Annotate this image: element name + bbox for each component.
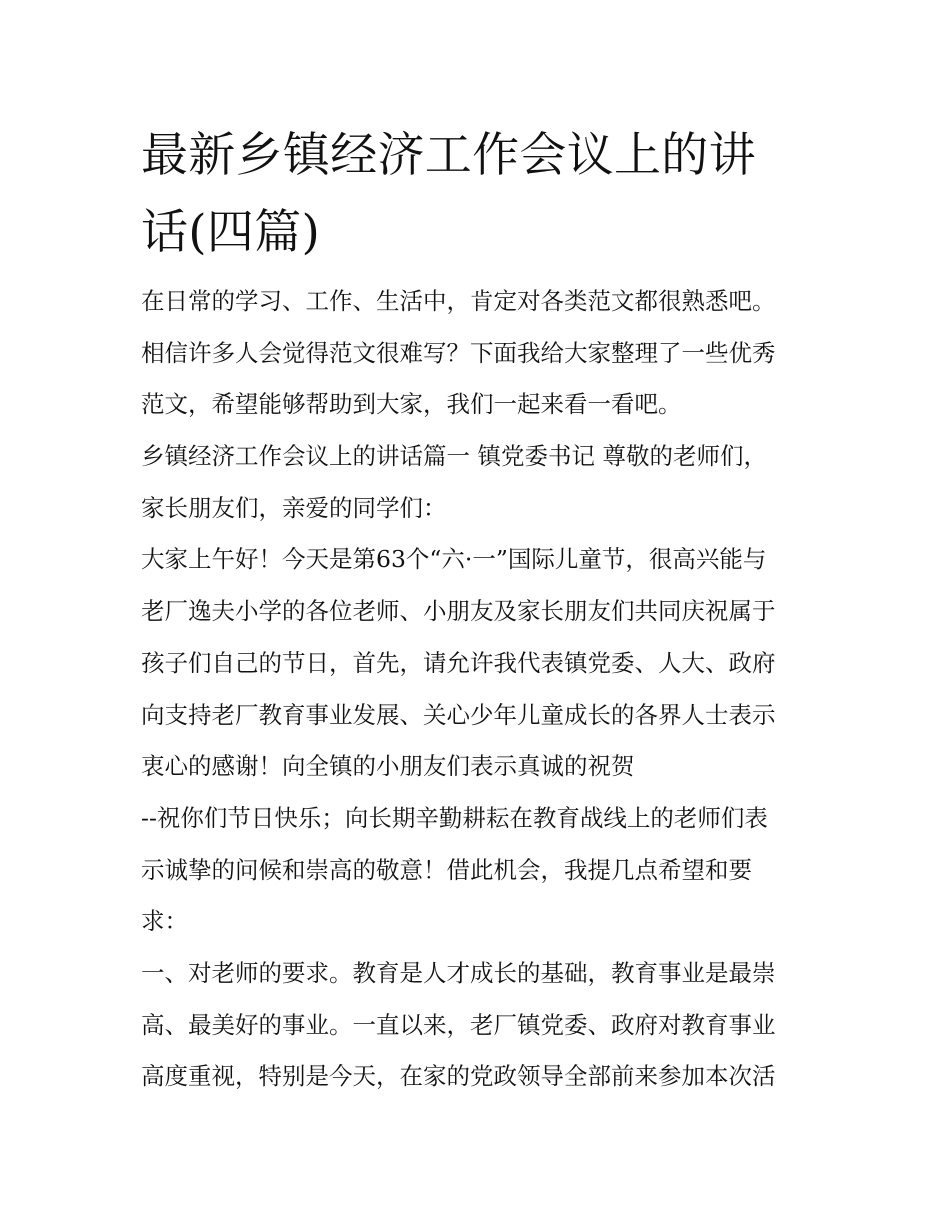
title-line: 话(四篇) (141, 205, 321, 260)
body-line: 大家上午好！今天是第63个“六·一”国际儿童节，很高兴能与 (141, 545, 767, 574)
body-line: 高度重视，特别是今天，在家的党政领导全部前来参加本次活 (141, 1062, 776, 1091)
title-line: 最新乡镇经济工作会议上的讲 (141, 128, 756, 183)
body-line: 求： (141, 907, 188, 936)
body-line: 向支持老厂教育事业发展、关心少年儿童成长的各界人士表示 (141, 700, 776, 729)
body-line: 家长朋友们，亲爱的同学们： (141, 493, 447, 522)
body-line: 在日常的学习、工作、生活中，肯定对各类范文都很熟悉吧。 (141, 287, 776, 315)
body-line: 孩子们自己的节日，首先，请允许我代表镇党委、人大、政府 (141, 648, 776, 677)
body-line: 高、最美好的事业。一直以来，老厂镇党委、政府对教育事业 (141, 1010, 776, 1039)
body-line: 乡镇经济工作会议上的讲话篇一 镇党委书记 尊敬的老师们， (141, 442, 767, 471)
document-title (141, 117, 821, 271)
body-line: 相信许多人会觉得范文很难写？下面我给大家整理了一些优秀 (141, 338, 776, 367)
body-line: --祝你们节日快乐；向长期辛勤耕耘在教育战线上的老师们表 (141, 803, 768, 832)
body-line: 老厂逸夫小学的各位老师、小朋友及家长朋友们共同庆祝属于 (141, 597, 776, 626)
body-line: 一、对老师的要求。教育是人才成长的基础，教育事业是最崇 (141, 958, 776, 987)
body-line: 示诚挚的问候和崇高的敬意！借此机会，我提几点希望和要 (141, 855, 752, 884)
body-line: 衷心的感谢！向全镇的小朋友们表示真诚的祝贺 (141, 752, 635, 781)
body-line: 范文，希望能够帮助到大家，我们一起来看一看吧。 (141, 390, 682, 419)
document-body (141, 279, 831, 1106)
